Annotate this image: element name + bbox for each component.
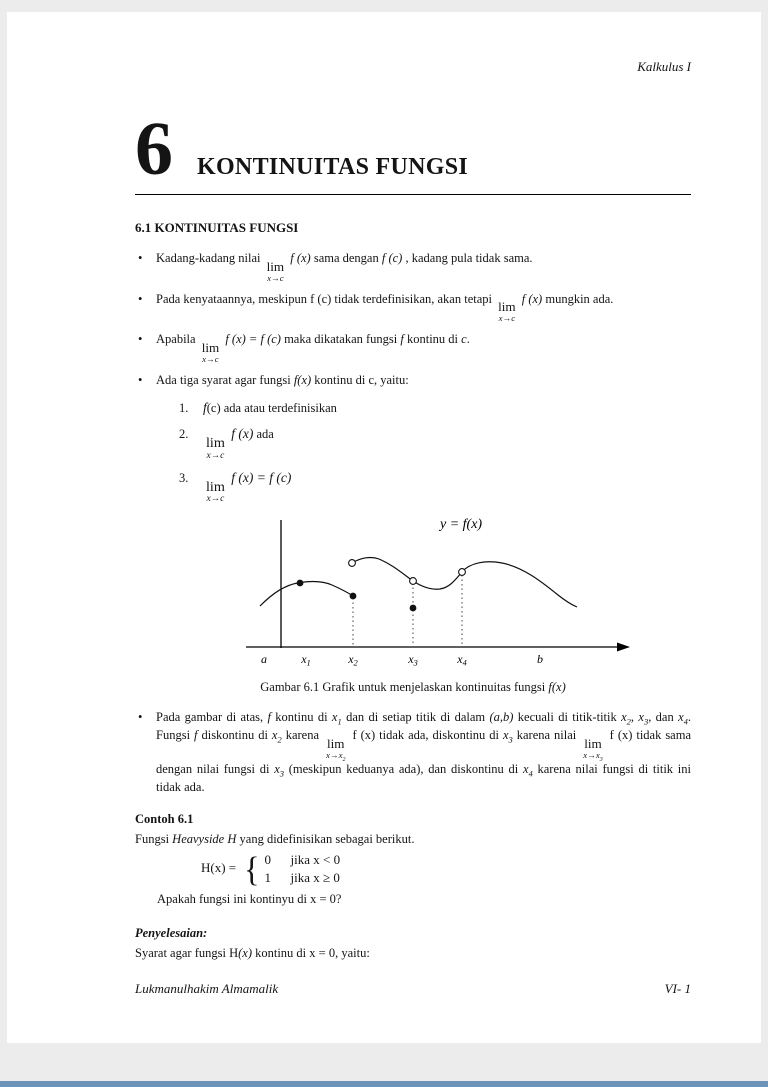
continuity-graph <box>240 512 640 670</box>
case-value: 1 <box>264 869 271 885</box>
bullet-list <box>135 249 691 388</box>
bullet-text: Ada tiga syarat agar fungsi f(x) kontinu di c, yaitu: <box>156 372 409 387</box>
axis-label-x4: $x_4$ <box>457 651 467 668</box>
bullet-marker: • <box>138 332 143 347</box>
continuity-conditions-list <box>179 398 691 505</box>
bullet-marker: • <box>138 710 143 725</box>
example-heading: Contoh 6.1 <box>135 811 194 826</box>
bullet-item-4 <box>135 371 691 389</box>
item-text: f(c) ada atau terdefinisikan <box>203 399 337 415</box>
bullet-marker: • <box>138 291 143 306</box>
chapter-heading <box>135 106 691 195</box>
piecewise-definition <box>201 848 691 889</box>
closed-point-x3 <box>410 604 417 611</box>
axis-label-x1: $x_1$ <box>301 651 311 668</box>
example-intro: Fungsi Heavyside H yang didefinisikan sebagai berikut. <box>135 831 415 846</box>
open-point-x4 <box>459 568 466 575</box>
axis-label-x3: $x_3$ <box>408 651 418 668</box>
case-value: 0 <box>264 852 271 868</box>
case-condition: jika x < 0 <box>290 852 341 868</box>
discussion-list <box>135 708 691 796</box>
piecewise-cases <box>265 851 341 886</box>
chapter-number: 6 <box>135 106 171 191</box>
condition-item-1 <box>179 398 691 418</box>
case-condition: jika x ≥ 0 <box>290 869 340 885</box>
open-point-x2 <box>349 559 356 566</box>
item-number: 2. <box>179 427 189 442</box>
item-number: 1. <box>179 400 189 415</box>
bullet-text: Kadang-kadang nilai lim x→c f (x) sama dengan f (c) , kadang pula tidak sama. <box>156 251 533 284</box>
figure-6-1 <box>135 512 691 696</box>
page-footer <box>135 980 691 999</box>
bullet-item-3 <box>135 330 691 363</box>
document-page <box>7 12 761 1043</box>
piecewise-brace: { <box>244 848 260 889</box>
curve-segment-2 <box>352 557 577 607</box>
axis-label-b: b <box>537 651 543 666</box>
bullet-item-1 <box>135 249 691 282</box>
bullet-marker: • <box>138 251 143 266</box>
item-number: 3. <box>179 471 189 486</box>
viewer-bottom-bar <box>0 1081 768 1087</box>
condition-item-3 <box>179 468 691 505</box>
axis-label-x2: $x_2$ <box>348 651 358 668</box>
section-title: 6.1 KONTINUITAS FUNGSI <box>135 219 299 235</box>
discussion-paragraph <box>135 708 691 796</box>
x-axis-arrow <box>617 642 630 651</box>
case-row-1 <box>265 851 341 869</box>
bullet-item-2 <box>135 290 691 323</box>
solution-text: Syarat agar fungsi H(x) kontinu di x = 0, yaitu: <box>135 946 370 961</box>
chapter-title: KONTINUITAS FUNGSI <box>197 153 469 180</box>
piecewise-lhs: H(x) = <box>201 860 237 876</box>
closed-point-x2 <box>350 592 357 599</box>
item-text: lim x→c f (x) = f (c) <box>206 470 292 505</box>
bullet-text: Pada kenyataannya, meskipun f (c) tidak terdefinisikan, akan tetapi lim x→c f (x) mungkin ada. <box>156 291 614 324</box>
bullet-text: Apabila lim x→c f (x) = f (c) maka dikatakan fungsi f kontinu di c. <box>156 332 470 364</box>
discussion-text: Pada gambar di atas, f kontinu di $x_1$ dan di setiap titik di dalam (a,b) kecuali di titik-titik $x_2$, $x_3$, dan $x_4$. Fungsi f diskontinu di $x_2$ karena lim $x\to x_2$ f (x) tidak ada, diskontinu di $x_3$ karena nilai lim $x\to x_3$ f (x) tidak sama dengan nilai fungsi di $x_3$ (meskipun keduanya ada), dan diskontinu di $x_4$ karena nilai fungsi di titik ini tidak ada. <box>156 710 692 794</box>
case-row-2 <box>265 869 341 887</box>
running-header: Kalkulus I <box>637 59 691 74</box>
solution-heading: Penyelesaian: <box>135 926 208 941</box>
footer-page-number: VI- 1 <box>664 981 691 997</box>
figure-caption: Gambar 6.1 Grafik untuk menjelaskan kontinuitas fungsi f(x) <box>260 679 566 694</box>
curve-segment-1 <box>260 581 353 606</box>
item-text: lim x→c f (x) ada <box>206 426 274 461</box>
open-point-x3 <box>410 577 417 584</box>
footer-author: Lukmanulhakim Almamalik <box>135 981 279 997</box>
condition-item-2 <box>179 424 691 461</box>
closed-point-x1 <box>297 579 304 586</box>
example-question: Apakah fungsi ini kontinyu di x = 0? <box>157 892 342 907</box>
curve-equation-label: y = f(x) <box>440 516 483 532</box>
bullet-marker: • <box>138 372 143 387</box>
axis-label-a: a <box>261 651 267 666</box>
